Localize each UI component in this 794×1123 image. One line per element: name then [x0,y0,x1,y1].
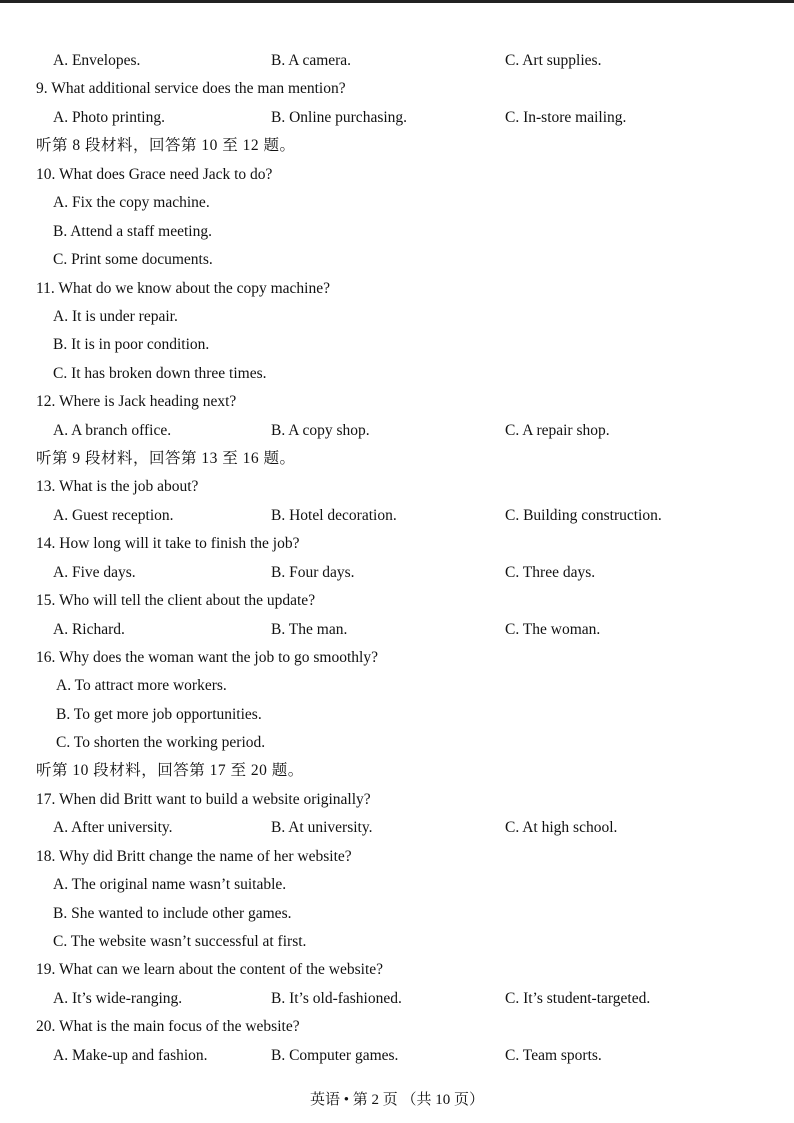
option-c: C. At high school. [505,819,618,836]
option-text: B. It is in poor condition. [53,336,210,353]
question-14 [0,532,794,556]
question-text: 13. What is the job about? [36,478,199,495]
option-text: B. She wanted to include other games. [53,905,292,922]
option-a: A. Richard. [53,621,125,638]
options-row [0,816,794,840]
option-text: C. Print some documents. [53,251,213,268]
options-row [0,987,794,1011]
option-b: B. Four days. [271,564,355,581]
question-text: 19. What can we learn about the content of the website? [36,961,384,978]
option-b: B. It’s old-fashioned. [271,990,402,1007]
question-text: 20. What is the main focus of the website? [36,1018,300,1035]
option-line [0,674,794,698]
option-line [0,305,794,329]
option-text: A. It is under repair. [53,308,178,325]
question-18 [0,845,794,869]
option-b: B. Hotel decoration. [271,507,397,524]
option-line [0,731,794,755]
option-line [0,703,794,727]
option-text: B. To get more job opportunities. [56,706,262,723]
option-a: A. Make-up and fashion. [53,1047,208,1064]
question-17 [0,788,794,812]
question-text: 12. Where is Jack heading next? [36,393,237,410]
question-19 [0,958,794,982]
option-c: C. A repair shop. [505,422,610,439]
question-text: 15. Who will tell the client about the update? [36,592,316,609]
options-row [0,1044,794,1068]
option-line [0,362,794,386]
option-a: A. Photo printing. [53,109,165,126]
options-row [0,504,794,528]
section-text: 听第 9 段材料，回答第 13 至 16 题。 [36,450,296,467]
options-row [0,561,794,585]
question-text: 14. How long will it take to finish the job? [36,535,300,552]
option-b: B. Online purchasing. [271,109,408,126]
question-13 [0,475,794,499]
question-12 [0,390,794,414]
question-16 [0,646,794,670]
option-c: C. In-store mailing. [505,109,627,126]
option-a: A. It’s wide-ranging. [53,990,183,1007]
option-c: C. The woman. [505,621,601,638]
section-text: 听第 8 段材料，回答第 10 至 12 题。 [36,137,296,154]
option-c: C. It’s student-targeted. [505,990,651,1007]
option-a: A. A branch office. [53,422,172,439]
question-10 [0,163,794,187]
question-text: 10. What does Grace need Jack to do? [36,166,273,183]
option-text: C. The website wasn’t successful at first. [53,933,307,950]
option-line [0,248,794,272]
question-20 [0,1015,794,1039]
option-line [0,220,794,244]
section-heading [0,134,794,158]
option-a: A. Five days. [53,564,136,581]
options-row [0,49,794,73]
option-b: B. Computer games. [271,1047,399,1064]
option-b: B. At university. [271,819,373,836]
option-text: C. It has broken down three times. [53,365,267,382]
option-text: C. To shorten the working period. [56,734,266,751]
question-9 [0,77,794,101]
question-11 [0,277,794,301]
page-top-border [0,0,794,3]
question-text: 18. Why did Britt change the name of her website? [36,848,352,865]
option-a: A. After university. [53,819,173,836]
question-text: 11. What do we know about the copy machine? [36,280,330,297]
option-b: B. A camera. [271,52,352,69]
option-line [0,873,794,897]
option-line [0,930,794,954]
option-b: B. The man. [271,621,348,638]
section-heading [0,759,794,783]
question-15 [0,589,794,613]
option-b: B. A copy shop. [271,422,370,439]
option-c: C. Three days. [505,564,596,581]
option-text: B. Attend a staff meeting. [53,223,212,240]
options-row [0,618,794,642]
option-line [0,902,794,926]
option-text: A. The original name wasn’t suitable. [53,876,287,893]
option-c: C. Building construction. [505,507,662,524]
option-text: A. Fix the copy machine. [53,194,210,211]
question-text: 17. When did Britt want to build a website originally? [36,791,371,808]
question-text: 16. Why does the woman want the job to go smoothly? [36,649,378,666]
option-line [0,333,794,357]
option-c: C. Team sports. [505,1047,602,1064]
option-a: A. Guest reception. [53,507,174,524]
option-c: C. Art supplies. [505,52,602,69]
options-row [0,106,794,130]
option-text: A. To attract more workers. [56,677,227,694]
page-footer: 英语 • 第 2 页 （共 10 页） [309,1092,484,1108]
question-text: 9. What additional service does the man mention? [36,80,346,97]
section-heading [0,447,794,471]
option-line [0,191,794,215]
option-a: A. Envelopes. [53,52,141,69]
options-row [0,419,794,443]
section-text: 听第 10 段材料，回答第 17 至 20 题。 [36,762,304,779]
